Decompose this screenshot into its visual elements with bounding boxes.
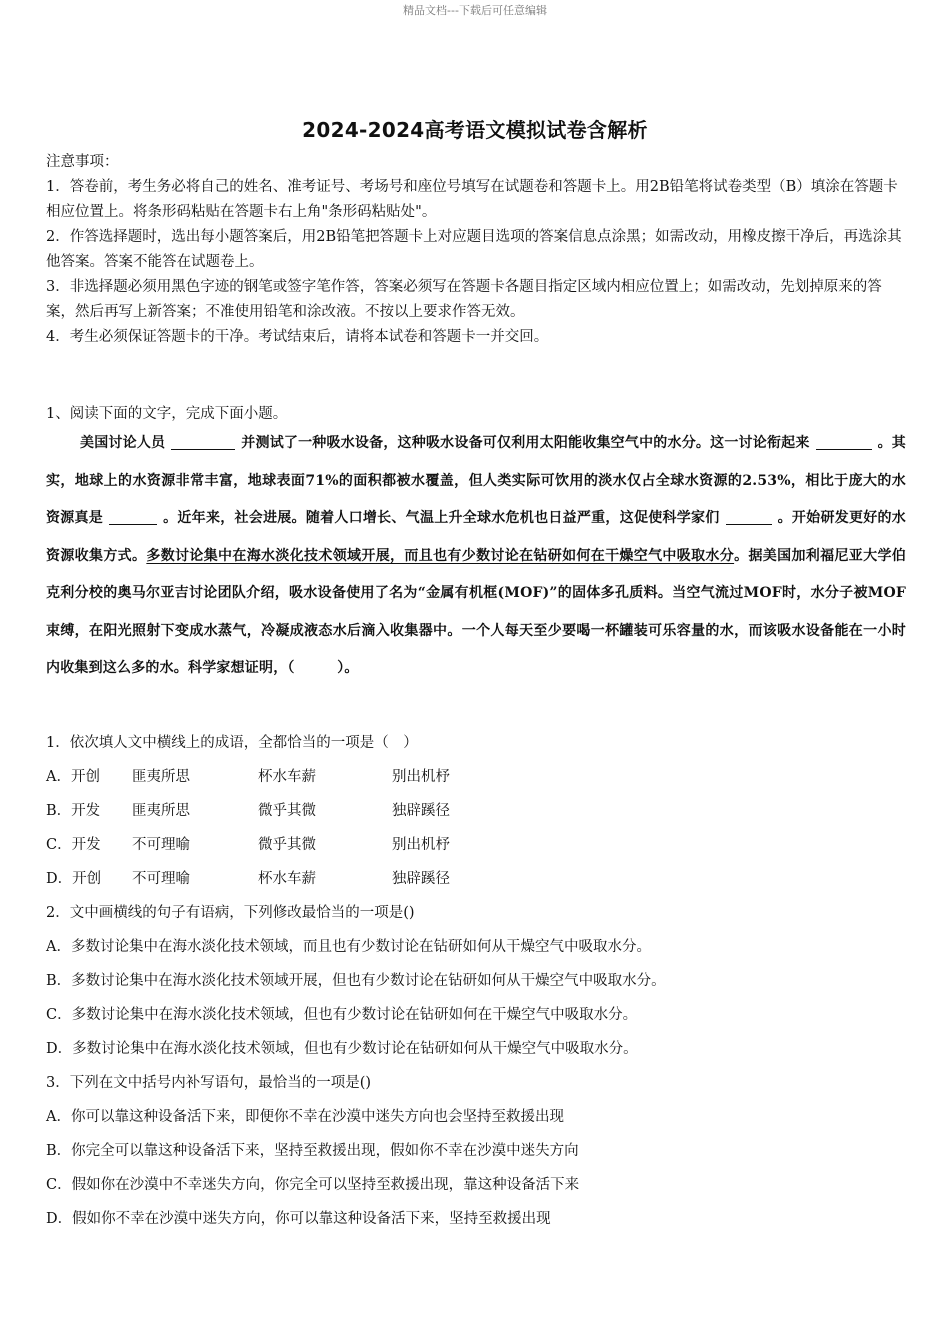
header-watermark: 精品文档---下载后可任意编辑 xyxy=(403,4,547,17)
underlined-sentence: 多数讨论集中在海水淡化技术领域开展，而且也有少数讨论在钻研如何在干燥空气中吸取水分 xyxy=(146,547,735,564)
sub-questions xyxy=(46,726,906,1236)
sub-question-3-option-d: D．假如你不幸在沙漠中迷失方向，你可以靠这种设备活下来，坚持至救援出现 xyxy=(46,1211,551,1227)
sub-question-1-option-a: A．开创 匪夷所思 杯水车薪 别出机杼 xyxy=(46,769,450,785)
sub-question-1-stem: 1．依次填人文中横线上的成语，全都恰当的一项是（ ） xyxy=(46,735,418,751)
question-1-heading: 1、阅读下面的文字，完成下面小题。 xyxy=(46,406,288,422)
notice-item-3: 3．非选择题必须用黑色字迹的钢笔或签字笔作答，答案必须写在答题卡各题目指定区域内相应位置上；如需改动，先划掉原来的答案，然后再写上新答案；不准使用铅笔和涂改液。不按以上要求作答无效。 xyxy=(46,279,882,320)
answer-blank-3 xyxy=(109,510,157,525)
answer-blank-2 xyxy=(816,435,872,450)
sub-question-2-option-d: D．多数讨论集中在海水淡化技术领域，但也有少数讨论在钻研如何从干燥空气中吸取水分。 xyxy=(46,1041,638,1057)
sub-question-1-option-c: C．开发 不可理喻 微乎其微 别出机杼 xyxy=(46,837,450,853)
passage-part-5: 。开始研发更好的水资源收集方式。 xyxy=(46,510,906,564)
answer-blank-4 xyxy=(726,510,772,525)
page-title: 2024-2024高考语文模拟试卷含解析 xyxy=(302,118,648,142)
sub-question-3-option-a: A．你可以靠这种设备活下来，即便你不幸在沙漠中迷失方向也会坚持至救援出现 xyxy=(46,1109,564,1125)
notice-item-1: 1．答卷前，考生务必将自己的姓名、准考证号、考场号和座位号填写在试题卷和答题卡上。用2B铅笔将试卷类型（B）填涂在答题卡相应位置上。将条形码粘贴在答题卡右上角"条形码粘贴处"。 xyxy=(46,179,898,220)
passage-part-6: 。据美国加利福尼亚大学伯克利分校的奥马尔亚吉讨论团队介绍，吸水设备使用了名为“金属有机框(MOF)”的固体多孔质料。当空气流过MOF时，水分子被MOF束缚，在阳光照射下变成水蒸气，冷凝成液态水后滴入收集器中。一个人每天至少要喝一杯罐装可乐容量的水，而该吸水设备能在一小时内收集到这么多的水。科学家想证明，（ ）。 xyxy=(46,547,906,676)
sub-question-1-option-b: B．开发 匪夷所思 微乎其微 独辟蹊径 xyxy=(46,803,450,819)
sub-question-2-option-b: B．多数讨论集中在海水淡化技术领域开展，但也有少数讨论在钻研如何从干燥空气中吸取水分。 xyxy=(46,973,666,989)
passage-part-3: 。其实，地球上的水资源非常丰富，地球表面71%的面积都被水覆盖，但人类实际可饮用的淡水仅占全球水资源的2.53%，相比于庞大的水资源真是 xyxy=(46,435,907,526)
reading-passage xyxy=(46,425,906,688)
passage-part-4: 。近年来，社会进展。随着人口增长、气温上升全球水危机也日益严重，这促使科学家们 xyxy=(163,510,720,526)
notice-item-2: 2．作答选择题时，选出每小题答案后，用2B铅笔把答题卡上对应题目选项的答案信息点涂黑；如需改动，用橡皮擦干净后，再选涂其他答案。答案不能答在试题卷上。 xyxy=(46,229,902,270)
notice-item-4: 4．考生必须保证答题卡的干净。考试结束后，请将本试卷和答题卡一并交回。 xyxy=(46,329,549,345)
sub-question-1-option-d: D．开创 不可理喻 杯水车薪 独辟蹊径 xyxy=(46,871,450,887)
sub-question-3-stem: 3．下列在文中括号内补写语句，最恰当的一项是() xyxy=(46,1075,372,1091)
sub-question-2-option-c: C．多数讨论集中在海水淡化技术领域，但也有少数讨论在钻研如何在干燥空气中吸取水分。 xyxy=(46,1007,638,1023)
sub-question-2-option-a: A．多数讨论集中在海水淡化技术领域，而且也有少数讨论在钻研如何从干燥空气中吸取水分。 xyxy=(46,939,651,955)
passage-part-1: 美国讨论人员 xyxy=(80,435,166,451)
sub-question-3-option-b: B．你完全可以靠这种设备活下来，坚持至救援出现，假如你不幸在沙漠中迷失方向 xyxy=(46,1143,579,1159)
sub-question-2-stem: 2．文中画横线的句子有语病，下列修改最恰当的一项是() xyxy=(46,905,415,921)
notice-heading: 注意事项： xyxy=(46,154,119,170)
notice-section xyxy=(46,150,906,350)
sub-question-3-option-c: C．假如你在沙漠中不幸迷失方向，你完全可以坚持至救援出现，靠这种设备活下来 xyxy=(46,1177,580,1193)
passage-part-2: 并测试了一种吸水设备，这种吸水设备可仅利用太阳能收集空气中的水分。这一讨论衔起来 xyxy=(241,435,810,451)
answer-blank-1 xyxy=(171,435,235,450)
